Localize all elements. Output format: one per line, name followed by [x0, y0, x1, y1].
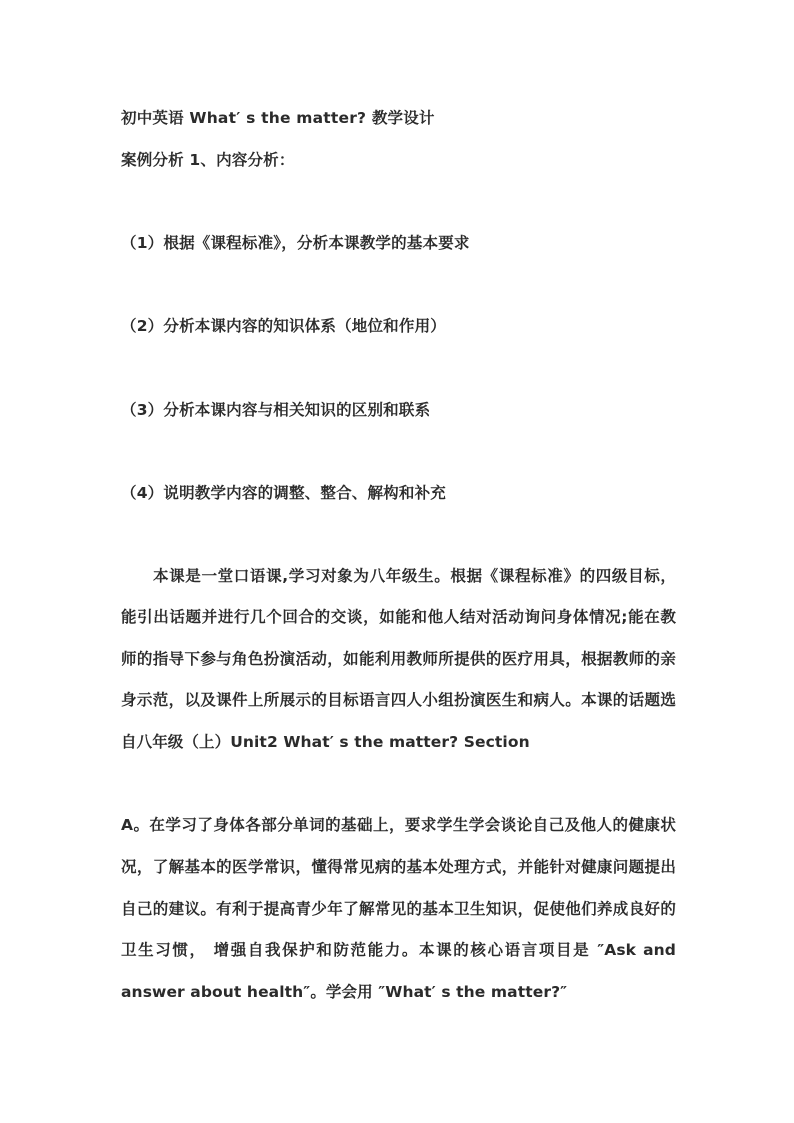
paragraph2-line-2: 况，了解基本的医学常识，懂得常见病的基本处理方式，并能针对健康问题提出 — [121, 858, 676, 876]
paragraph1-line-4: 身示范，以及课件上所展示的目标语言四人小组扮演医生和病人。本课的话题选 — [121, 691, 676, 709]
analysis-item-4: （4）说明教学内容的调整、整合、解构和补充 — [121, 484, 446, 502]
document-title: 初中英语 What′ s the matter? 教学设计 — [121, 109, 435, 127]
analysis-item-3: （3）分析本课内容与相关知识的区别和联系 — [121, 401, 431, 419]
paragraph1-line-3: 师的指导下参与角色扮演活动，如能利用教师所提供的医疗用具，根据教师的亲 — [121, 650, 676, 668]
section-heading: 案例分析 1、内容分析： — [121, 151, 295, 169]
analysis-item-2: （2）分析本课内容的知识体系（地位和作用） — [121, 317, 446, 335]
paragraph1-line-5: 自八年级（上）Unit2 What′ s the matter? Section — [121, 733, 530, 751]
paragraph2-line-3: 自己的建议。有利于提高青少年了解常见的基本卫生知识，促使他们养成良好的 — [121, 900, 676, 918]
analysis-item-1: （1）根据《课程标准》，分析本课教学的基本要求 — [121, 234, 470, 252]
paragraph2-line-4: 卫生习惯， 增强自我保护和防范能力。本课的核心语言项目是 ″Ask and — [121, 941, 676, 959]
paragraph2-line-1: A。在学习了身体各部分单词的基础上，要求学生学会谈论自己及他人的健康状 — [121, 816, 676, 834]
paragraph1-line-2: 能引出话题并进行几个回合的交谈，如能和他人结对活动询问身体情况;能在教 — [121, 608, 676, 626]
paragraph1-line-1: 本课是一堂口语课,学习对象为八年级生。根据《课程标准》的四级目标， — [153, 567, 676, 585]
paragraph2-line-5: answer about health″。学会用 ″What′ s the matter?″ — [121, 983, 568, 1001]
